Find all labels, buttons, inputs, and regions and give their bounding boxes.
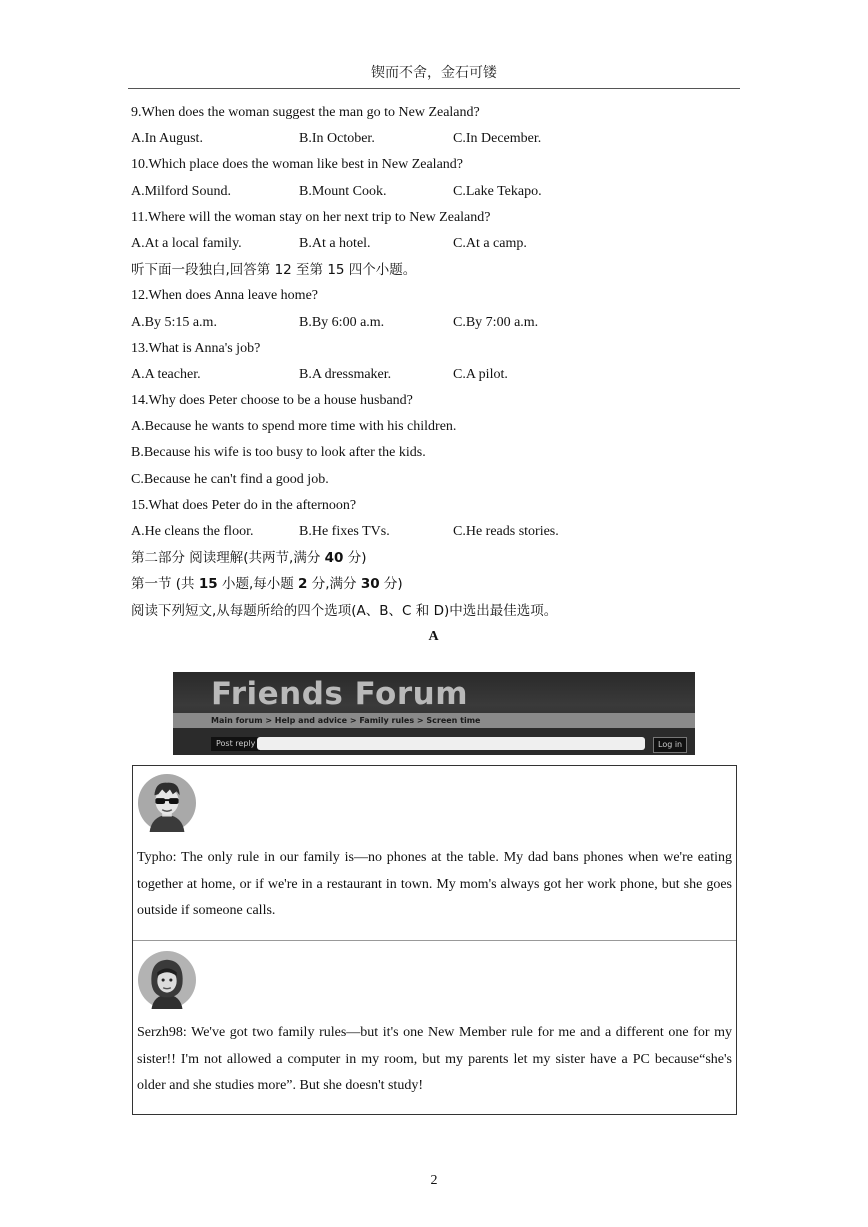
section-one-heading: 第一节 (共 15 小题,每小题 2 分,满分 30 分) — [131, 576, 403, 593]
question-text: 10.Which place does the woman like best in New Zealand? — [131, 157, 463, 173]
part-two-heading: 第二部分 阅读理解(共两节,满分 40 分) — [131, 550, 367, 567]
question-text: 14.Why does Peter choose to be a house husband? — [131, 393, 413, 409]
login-button: Log in — [653, 737, 687, 753]
reading-instruction: 阅读下列短文,从每题所给的四个选项(A、B、C 和 D)中选出最佳选项。 — [131, 602, 558, 619]
options-row — [131, 310, 736, 336]
option-a: A.At a local family. — [131, 235, 242, 251]
options-row — [131, 231, 736, 257]
option-c: C.Lake Tekapo. — [453, 183, 542, 199]
option-b: B.At a hotel. — [299, 235, 371, 251]
man-with-sunglasses-avatar-icon — [138, 774, 196, 832]
passage-letter: A — [428, 628, 439, 644]
page-number: 2 — [430, 1173, 438, 1188]
option-a: A.By 5:15 a.m. — [131, 314, 217, 330]
option-b: B.He fixes TVs. — [299, 524, 390, 539]
header-divider — [128, 88, 740, 89]
forum-input-bar — [257, 737, 645, 750]
option-b: B.Because his wife is too busy to look after the kids. — [131, 445, 426, 461]
option-c: C.A pilot. — [453, 366, 508, 382]
question-text: 15.What does Peter do in the afternoon? — [131, 497, 357, 513]
options-row — [131, 126, 736, 152]
forum-title: Friends Forum — [211, 676, 469, 712]
option-c: C.Because he can't find a good job. — [131, 471, 329, 487]
question-text: 11.Where will the woman stay on her next trip to New Zealand? — [131, 209, 491, 225]
question-text: 9.When does the woman suggest the man go to New Zealand? — [131, 105, 480, 120]
option-b: B.A dressmaker. — [299, 366, 392, 382]
options-row — [131, 179, 736, 205]
option-b: B.In October. — [299, 131, 375, 147]
option-a: A.He cleans the floor. — [131, 524, 254, 539]
girl-with-headscarf-avatar-icon — [138, 951, 196, 1009]
forum-banner — [173, 672, 695, 755]
option-c: C.By 7:00 a.m. — [453, 314, 539, 330]
question-text: 12.When does Anna leave home? — [131, 288, 318, 304]
post-text: Typho: The only rule in our family is—no phones at the table. My dad bans phones when we're eating together at home, or if we're in a restaurant in town. My mom's always got her work phone, but she goes outside if someone calls. — [137, 850, 732, 918]
option-a: A.A teacher. — [131, 366, 201, 382]
monologue-instruction: 听下面一段独白,回答第 12 至第 15 四个小题。 — [131, 262, 417, 279]
forum-posts-box — [132, 765, 737, 1115]
header-title: 锲而不舍，金石可镂 — [371, 65, 497, 81]
option-a: A.Because he wants to spend more time with his children. — [131, 419, 457, 435]
options-row — [131, 519, 736, 545]
breadcrumb: Main forum > Help and advice > Family rules > Screen time — [173, 713, 695, 728]
forum-post — [133, 766, 736, 941]
option-c: C.He reads stories. — [453, 524, 559, 539]
option-b: B.Mount Cook. — [299, 183, 387, 199]
option-a: A.In August. — [131, 131, 203, 147]
options-row — [131, 362, 736, 388]
post-reply-button: Post reply — [211, 737, 260, 751]
option-c: C.In December. — [453, 131, 542, 147]
option-c: C.At a camp. — [453, 235, 527, 251]
question-text: 13.What is Anna's job? — [131, 340, 261, 356]
option-a: A.Milford Sound. — [131, 183, 231, 199]
forum-post — [133, 941, 736, 1114]
option-b: B.By 6:00 a.m. — [299, 314, 385, 330]
exam-content — [131, 100, 736, 650]
post-text: Serzh98: We've got two family rules—but it's one New Member rule for me and a different one for my sister!! I'm not allowed a computer in my room, but my parents let my sister have a PC because“she's older and she studies more”. But she doesn't study! — [137, 1025, 732, 1093]
